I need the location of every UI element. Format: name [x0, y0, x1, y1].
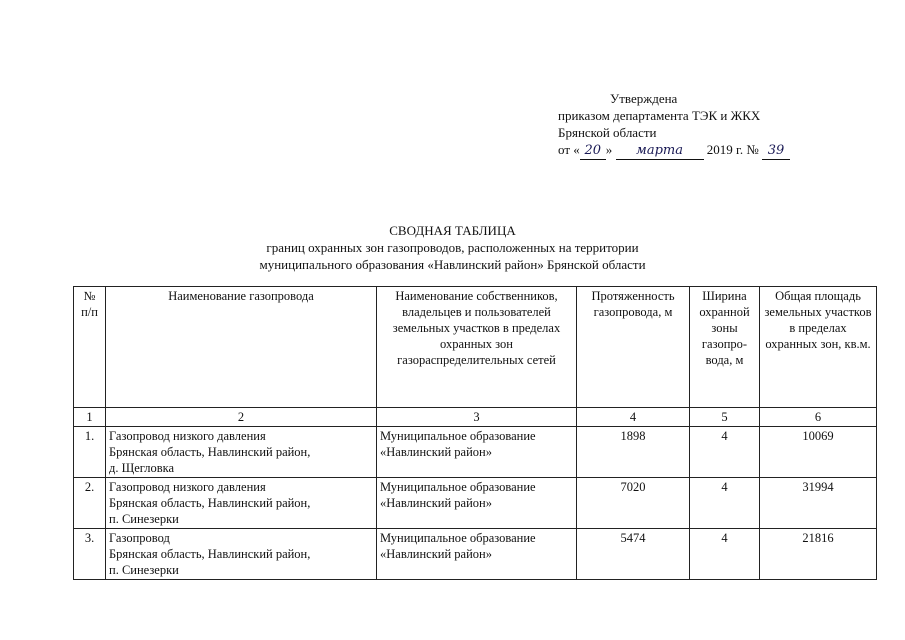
zone-width: 4 [690, 478, 760, 529]
zone-area: 21816 [760, 529, 877, 580]
owner [377, 529, 577, 580]
owner-line-1: Муниципальное образование [380, 531, 536, 545]
header-zone-width: Ширина охранной зоны газопро-вода, м [690, 287, 760, 408]
pipeline-type: Газопровод [109, 531, 170, 545]
zone-width: 4 [690, 427, 760, 478]
pipeline-length: 1898 [577, 427, 690, 478]
table-subtitle-2: муниципального образования «Навлинский район» Брянской области [259, 257, 646, 272]
zone-area: 10069 [760, 427, 877, 478]
pipeline-length: 5474 [577, 529, 690, 580]
handwritten-day: 20 [580, 142, 606, 160]
table-subtitle-1: границ охранных зон газопроводов, расположенных на территории [266, 240, 639, 255]
table-row [74, 427, 877, 478]
pipeline-name [106, 478, 377, 529]
approval-title: Утверждена [610, 91, 678, 106]
column-number: 1 [74, 408, 106, 427]
pipeline-name [106, 529, 377, 580]
column-number-row [74, 408, 877, 427]
pipeline-region: Брянская область, Навлинский район, [109, 496, 311, 510]
handwritten-number: 39 [762, 142, 790, 160]
column-number: 2 [106, 408, 377, 427]
pipeline-length: 7020 [577, 478, 690, 529]
row-number: 3. [74, 529, 106, 580]
number-prefix: № [746, 142, 759, 157]
owner [377, 478, 577, 529]
owner-line-1: Муниципальное образование [380, 429, 536, 443]
row-number: 2. [74, 478, 106, 529]
pipeline-region: Брянская область, Навлинский район, [109, 445, 311, 459]
owner [377, 427, 577, 478]
date-prefix: от « [558, 142, 580, 157]
table-row [74, 529, 877, 580]
header-row [74, 287, 877, 408]
date-mid: » [605, 142, 613, 157]
header-area: Общая площадь земельных участков в пределах охранных зон, кв.м. [760, 287, 877, 408]
handwritten-month: марта [616, 142, 704, 160]
table-title: СВОДНАЯ ТАБЛИЦА [389, 223, 516, 238]
pipeline-locality: п. Синезерки [109, 563, 179, 577]
owner-line-2: «Навлинский район» [380, 445, 492, 459]
approval-date-line [558, 141, 790, 160]
pipeline-region: Брянская область, Навлинский район, [109, 547, 311, 561]
header-length: Протяженность газопровода, м [577, 287, 690, 408]
zone-area: 31994 [760, 478, 877, 529]
pipeline-locality: п. Синезерки [109, 512, 179, 526]
column-number: 5 [690, 408, 760, 427]
column-number: 4 [577, 408, 690, 427]
owner-line-2: «Навлинский район» [380, 547, 492, 561]
date-year: 2019 г. [706, 142, 744, 157]
owner-line-1: Муниципальное образование [380, 480, 536, 494]
column-number: 3 [377, 408, 577, 427]
table-row [74, 478, 877, 529]
header-pipeline-name: Наименование газопровода [106, 287, 377, 408]
row-number: 1. [74, 427, 106, 478]
approval-region-line: Брянской области [558, 125, 657, 140]
pipeline-type: Газопровод низкого давления [109, 429, 266, 443]
header-owners: Наименование собственников, владельцев и пользователей земельных участков в пределах охранных зон газораспределительных сетей [377, 287, 577, 408]
approval-order-line: приказом департамента ТЭК и ЖКХ [558, 108, 761, 123]
pipeline-type: Газопровод низкого давления [109, 480, 266, 494]
owner-line-2: «Навлинский район» [380, 496, 492, 510]
header-number: № п/п [74, 287, 106, 408]
pipeline-name [106, 427, 377, 478]
zone-width: 4 [690, 529, 760, 580]
column-number: 6 [760, 408, 877, 427]
pipeline-locality: д. Щегловка [109, 461, 175, 475]
summary-table [73, 286, 877, 580]
approval-block [558, 90, 790, 160]
